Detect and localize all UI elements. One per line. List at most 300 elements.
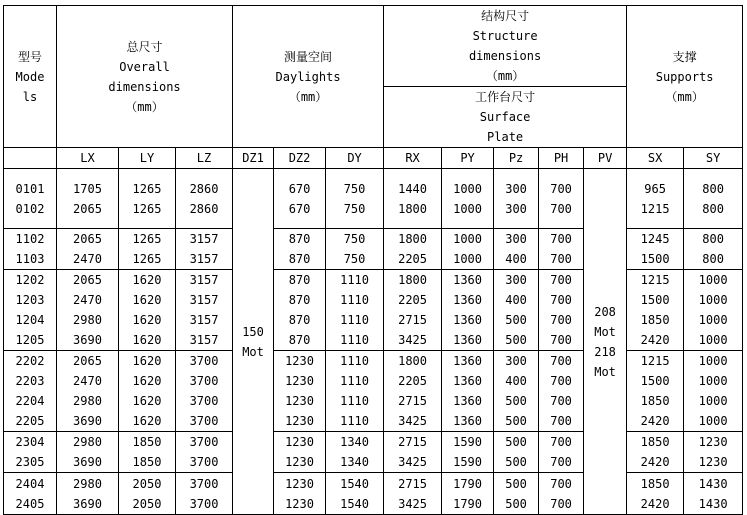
text-line: 700 bbox=[550, 435, 572, 449]
text-line: 总尺寸 bbox=[126, 39, 163, 54]
cell-rx bbox=[384, 169, 442, 229]
text-line: 2860 bbox=[189, 181, 219, 196]
text-line: 2420 bbox=[640, 455, 670, 469]
text-line: 2205 bbox=[398, 374, 428, 388]
text-line: Mode bbox=[15, 69, 45, 84]
text-line: 500 bbox=[505, 455, 527, 469]
text-line: 3425 bbox=[398, 496, 428, 511]
cell-lx bbox=[57, 351, 119, 432]
text-line: 3157 bbox=[189, 232, 219, 246]
text-line: dimensions bbox=[108, 79, 181, 94]
cell-ly bbox=[119, 229, 176, 270]
text-line: 1230 bbox=[285, 374, 314, 388]
text-line: 300 bbox=[505, 232, 527, 246]
header-structure-dimensions bbox=[384, 6, 627, 87]
text-line: 型号 bbox=[17, 49, 42, 64]
text-line: 1430 bbox=[698, 496, 728, 511]
cell-sx bbox=[627, 432, 684, 473]
cell-ph bbox=[539, 351, 584, 432]
column-header-model-blank bbox=[4, 148, 57, 169]
cell-ph bbox=[539, 473, 584, 515]
header-model bbox=[4, 6, 57, 148]
text-line: 2065 bbox=[73, 232, 102, 246]
text-line: Mot bbox=[594, 324, 616, 339]
text-line: 500 bbox=[505, 476, 527, 491]
text-line: dimensions bbox=[468, 49, 542, 63]
text-line: 2065 bbox=[73, 201, 102, 216]
text-line: 1000 bbox=[453, 201, 483, 216]
text-line: 750 bbox=[343, 181, 366, 196]
cell-lx bbox=[57, 169, 119, 229]
text-line: 1000 bbox=[698, 333, 728, 347]
header-supports bbox=[627, 6, 743, 148]
text-line: 1540 bbox=[340, 496, 369, 511]
text-line: 700 bbox=[550, 455, 572, 469]
text-line: 工作台尺寸 bbox=[475, 90, 536, 104]
text-line: 1230 bbox=[285, 354, 314, 368]
cell-sy bbox=[684, 270, 743, 351]
text-line: 1000 bbox=[698, 394, 728, 408]
cell-ly bbox=[119, 270, 176, 351]
text-line: 150 bbox=[242, 324, 264, 339]
text-line: 750 bbox=[343, 252, 366, 266]
text-line: 1360 bbox=[453, 313, 483, 327]
cell-rx bbox=[384, 473, 442, 515]
text-line: 1360 bbox=[453, 333, 483, 347]
text-line: 700 bbox=[550, 354, 572, 368]
text-line: 1000 bbox=[698, 414, 728, 428]
text-line: 800 bbox=[702, 201, 724, 216]
text-line: 208 bbox=[594, 304, 616, 319]
text-line: 1620 bbox=[132, 333, 162, 347]
text-line: 700 bbox=[550, 232, 572, 246]
text-line: Surface bbox=[479, 110, 531, 124]
text-line: 1230 bbox=[285, 394, 314, 408]
cell-ly bbox=[119, 432, 176, 473]
text-line: 2420 bbox=[640, 333, 670, 347]
text-line: 700 bbox=[550, 476, 572, 491]
cell-dy bbox=[326, 270, 384, 351]
text-line: 700 bbox=[550, 252, 572, 266]
cell-ph bbox=[539, 229, 584, 270]
text-line: 1265 bbox=[132, 181, 162, 196]
cell-sy bbox=[684, 229, 743, 270]
cell-ph bbox=[539, 432, 584, 473]
text-line: 3690 bbox=[73, 455, 102, 469]
text-line: 1360 bbox=[453, 293, 483, 307]
text-line: 3425 bbox=[398, 455, 428, 469]
cell-dy bbox=[326, 432, 384, 473]
text-line: 3157 bbox=[189, 313, 219, 327]
text-line: 2205 bbox=[398, 293, 428, 307]
text-line: 1620 bbox=[132, 414, 162, 428]
cell-model bbox=[4, 473, 57, 515]
text-line: 1000 bbox=[698, 293, 728, 307]
text-line: 2405 bbox=[15, 496, 45, 511]
header-row-1 bbox=[4, 6, 743, 87]
header-overall-dimensions bbox=[57, 6, 233, 148]
column-header-row bbox=[4, 148, 743, 169]
text-line: Mot bbox=[242, 344, 264, 359]
text-line: 700 bbox=[550, 273, 572, 287]
cell-sx bbox=[627, 473, 684, 515]
text-line: 2980 bbox=[73, 394, 102, 408]
cell-dz2 bbox=[274, 473, 326, 515]
text-line: 1000 bbox=[698, 374, 728, 388]
text-line: 3157 bbox=[189, 293, 219, 307]
text-line: （mm） bbox=[125, 99, 164, 114]
text-line: 800 bbox=[702, 252, 724, 266]
text-line: 3700 bbox=[189, 374, 219, 388]
text-line: 1265 bbox=[132, 232, 162, 246]
text-line: 1103 bbox=[15, 252, 45, 266]
text-line: 1620 bbox=[132, 313, 162, 327]
text-line: 3700 bbox=[189, 354, 219, 368]
text-line: 1800 bbox=[398, 201, 428, 216]
text-line: 1340 bbox=[340, 435, 369, 449]
text-line: 1215 bbox=[640, 201, 670, 216]
text-line: 2305 bbox=[15, 455, 45, 469]
column-header-pv: PV bbox=[584, 148, 627, 169]
table-row bbox=[4, 169, 743, 229]
text-line: 2470 bbox=[73, 252, 102, 266]
cell-py bbox=[442, 270, 494, 351]
text-line: 3700 bbox=[189, 394, 219, 408]
text-line: 1440 bbox=[398, 181, 428, 196]
text-line: 3690 bbox=[73, 414, 102, 428]
text-line: 500 bbox=[505, 313, 527, 327]
text-line: 2205 bbox=[398, 252, 428, 266]
text-line: 300 bbox=[505, 273, 527, 287]
cell-sy bbox=[684, 351, 743, 432]
text-line: 2980 bbox=[73, 476, 102, 491]
text-line: 2715 bbox=[398, 476, 428, 491]
text-line: 1265 bbox=[132, 201, 162, 216]
cell-dz2 bbox=[274, 169, 326, 229]
text-line: 870 bbox=[288, 333, 311, 347]
text-line: 1000 bbox=[453, 232, 483, 246]
text-line: Supports bbox=[655, 69, 714, 84]
text-line: 1590 bbox=[453, 435, 483, 449]
text-line: 1110 bbox=[340, 354, 369, 368]
column-header-sy: SY bbox=[684, 148, 743, 169]
text-line: 700 bbox=[550, 313, 572, 327]
text-line: 500 bbox=[505, 414, 527, 428]
cell-sy bbox=[684, 473, 743, 515]
text-line: 1590 bbox=[453, 455, 483, 469]
text-line: 300 bbox=[505, 201, 527, 216]
table-row bbox=[4, 473, 743, 515]
column-header-ph: PH bbox=[539, 148, 584, 169]
text-line: 1360 bbox=[453, 394, 483, 408]
text-line: 300 bbox=[505, 181, 527, 196]
cell-lx bbox=[57, 229, 119, 270]
header-daylights bbox=[233, 6, 384, 148]
text-line: 1850 bbox=[640, 435, 670, 449]
text-line: 3700 bbox=[189, 414, 219, 428]
text-line: Overall bbox=[119, 59, 170, 74]
table-row bbox=[4, 432, 743, 473]
text-line: 1110 bbox=[340, 394, 369, 408]
cell-lz bbox=[176, 270, 233, 351]
cell-ph bbox=[539, 270, 584, 351]
cell-py bbox=[442, 229, 494, 270]
text-line: 800 bbox=[702, 232, 724, 246]
cell-lx bbox=[57, 270, 119, 351]
text-line: 1620 bbox=[132, 354, 162, 368]
text-line: 1620 bbox=[132, 293, 162, 307]
cell-pz bbox=[494, 270, 539, 351]
cell-pz bbox=[494, 351, 539, 432]
table-row bbox=[4, 229, 743, 270]
text-line: 1205 bbox=[15, 333, 45, 347]
cell-pz bbox=[494, 229, 539, 270]
cell-ly bbox=[119, 169, 176, 229]
text-line: 1800 bbox=[398, 232, 428, 246]
text-line: 1800 bbox=[398, 354, 428, 368]
text-line: 870 bbox=[288, 313, 311, 327]
cell-py bbox=[442, 169, 494, 229]
text-line: 1850 bbox=[132, 455, 162, 469]
cell-dy bbox=[326, 229, 384, 270]
text-line: 2050 bbox=[132, 496, 162, 511]
cell-pz bbox=[494, 169, 539, 229]
cell-ly bbox=[119, 473, 176, 515]
text-line: （mm） bbox=[485, 69, 525, 83]
text-line: 1230 bbox=[285, 455, 314, 469]
cell-rx bbox=[384, 229, 442, 270]
text-line: 670 bbox=[288, 181, 311, 196]
text-line: 1265 bbox=[132, 252, 162, 266]
text-line: Daylights bbox=[275, 69, 341, 84]
text-line: 1500 bbox=[640, 252, 670, 266]
cell-rx bbox=[384, 351, 442, 432]
text-line: 3157 bbox=[189, 252, 219, 266]
text-line: 1230 bbox=[285, 476, 314, 491]
text-line: 1110 bbox=[340, 414, 369, 428]
text-line: 700 bbox=[550, 496, 572, 511]
cell-dy bbox=[326, 473, 384, 515]
text-line: 3700 bbox=[189, 496, 219, 511]
cell-sx bbox=[627, 270, 684, 351]
text-line: 670 bbox=[288, 201, 311, 216]
text-line: 700 bbox=[550, 333, 572, 347]
column-header-sx: SX bbox=[627, 148, 684, 169]
text-line: 3690 bbox=[73, 333, 102, 347]
text-line: 1000 bbox=[453, 181, 483, 196]
text-line: 2065 bbox=[73, 354, 102, 368]
cell-model bbox=[4, 351, 57, 432]
text-line: 0101 bbox=[15, 181, 45, 196]
text-line: 700 bbox=[550, 293, 572, 307]
text-line: 2204 bbox=[15, 394, 45, 408]
cell-py bbox=[442, 351, 494, 432]
text-line: 400 bbox=[505, 293, 527, 307]
text-line: 1850 bbox=[640, 394, 670, 408]
text-line: 400 bbox=[505, 374, 527, 388]
cell-dy bbox=[326, 169, 384, 229]
text-line: 750 bbox=[343, 232, 366, 246]
text-line: 1230 bbox=[285, 496, 314, 511]
cell-sy bbox=[684, 432, 743, 473]
text-line: Mot bbox=[594, 364, 616, 379]
text-line: 2860 bbox=[189, 201, 219, 216]
cell-lz bbox=[176, 473, 233, 515]
text-line: 1215 bbox=[640, 273, 670, 287]
cell-model bbox=[4, 229, 57, 270]
text-line: 1430 bbox=[698, 476, 728, 491]
cell-pz bbox=[494, 432, 539, 473]
text-line: 700 bbox=[550, 201, 572, 216]
text-line: 1000 bbox=[698, 354, 728, 368]
text-line: 1850 bbox=[640, 313, 670, 327]
text-line: 1620 bbox=[132, 273, 162, 287]
text-line: 1110 bbox=[340, 374, 369, 388]
text-line: 支撑 bbox=[672, 49, 697, 64]
column-header-dz2: DZ2 bbox=[274, 148, 326, 169]
text-line: 1540 bbox=[340, 476, 369, 491]
text-line: 1102 bbox=[15, 232, 45, 246]
text-line: 0102 bbox=[15, 201, 45, 216]
table-row bbox=[4, 270, 743, 351]
text-line: 1204 bbox=[15, 313, 45, 327]
cell-dz2 bbox=[274, 351, 326, 432]
text-line: 1230 bbox=[698, 455, 728, 469]
cell-lz bbox=[176, 229, 233, 270]
cell-lz bbox=[176, 351, 233, 432]
text-line: 2470 bbox=[73, 293, 102, 307]
text-line: 1800 bbox=[398, 273, 428, 287]
pv-merged-cell bbox=[584, 169, 627, 515]
column-header-lz: LZ bbox=[176, 148, 233, 169]
cell-sx bbox=[627, 229, 684, 270]
text-line: Structure bbox=[472, 29, 538, 43]
text-line: 870 bbox=[288, 293, 311, 307]
text-line: Plate bbox=[487, 130, 524, 144]
cell-dz2 bbox=[274, 432, 326, 473]
text-line: （mm） bbox=[665, 89, 704, 104]
column-header-ly: LY bbox=[119, 148, 176, 169]
text-line: 750 bbox=[343, 201, 366, 216]
cell-rx bbox=[384, 432, 442, 473]
cell-sy bbox=[684, 169, 743, 229]
column-header-dy: DY bbox=[326, 148, 384, 169]
text-line: 2304 bbox=[15, 435, 45, 449]
text-line: 结构尺寸 bbox=[481, 9, 530, 23]
cell-lx bbox=[57, 432, 119, 473]
text-line: 1360 bbox=[453, 354, 483, 368]
cell-dy bbox=[326, 351, 384, 432]
text-line: 1230 bbox=[285, 435, 314, 449]
text-line: 870 bbox=[288, 273, 311, 287]
text-line: 1705 bbox=[73, 181, 102, 196]
text-line: 1000 bbox=[698, 273, 728, 287]
text-line: 1340 bbox=[340, 455, 369, 469]
text-line: 500 bbox=[505, 435, 527, 449]
text-line: 1360 bbox=[453, 273, 483, 287]
text-line: 700 bbox=[550, 394, 572, 408]
text-line: （mm） bbox=[288, 89, 328, 104]
text-line: 700 bbox=[550, 374, 572, 388]
cell-lx bbox=[57, 473, 119, 515]
text-line: 2980 bbox=[73, 435, 102, 449]
text-line: 2980 bbox=[73, 313, 102, 327]
cell-ph bbox=[539, 169, 584, 229]
cell-dz2 bbox=[274, 270, 326, 351]
text-line: 2205 bbox=[15, 414, 45, 428]
cell-rx bbox=[384, 270, 442, 351]
text-line: 400 bbox=[505, 252, 527, 266]
text-line: 1110 bbox=[340, 313, 369, 327]
text-line: 500 bbox=[505, 496, 527, 511]
spec-table bbox=[3, 5, 743, 515]
cell-lz bbox=[176, 169, 233, 229]
cell-ly bbox=[119, 351, 176, 432]
cell-py bbox=[442, 432, 494, 473]
text-line: 2404 bbox=[15, 476, 45, 491]
text-line: 1215 bbox=[640, 354, 670, 368]
text-line: 1110 bbox=[340, 293, 369, 307]
cell-model bbox=[4, 270, 57, 351]
text-line: 1790 bbox=[453, 496, 483, 511]
text-line: 800 bbox=[702, 181, 724, 196]
text-line: 1620 bbox=[132, 374, 162, 388]
column-header-rx: RX bbox=[384, 148, 442, 169]
text-line: 1230 bbox=[698, 435, 728, 449]
cell-pz bbox=[494, 473, 539, 515]
dz1-merged-cell bbox=[233, 169, 274, 515]
text-line: 1360 bbox=[453, 374, 483, 388]
text-line: 1790 bbox=[453, 476, 483, 491]
cell-py bbox=[442, 473, 494, 515]
text-line: 870 bbox=[288, 252, 311, 266]
text-line: ls bbox=[22, 89, 38, 104]
text-line: 2065 bbox=[73, 273, 102, 287]
text-line: 3700 bbox=[189, 476, 219, 491]
cell-model bbox=[4, 432, 57, 473]
text-line: 2715 bbox=[398, 435, 428, 449]
text-line: 3425 bbox=[398, 414, 428, 428]
text-line: 2420 bbox=[640, 496, 670, 511]
text-line: 1500 bbox=[640, 293, 670, 307]
text-line: 1360 bbox=[453, 414, 483, 428]
cell-sx bbox=[627, 351, 684, 432]
text-line: 3157 bbox=[189, 333, 219, 347]
text-line: 870 bbox=[288, 232, 311, 246]
text-line: 1850 bbox=[132, 435, 162, 449]
text-line: 500 bbox=[505, 333, 527, 347]
text-line: 2420 bbox=[640, 414, 670, 428]
header-surface-plate bbox=[384, 87, 627, 148]
text-line: 2050 bbox=[132, 476, 162, 491]
column-header-py: PY bbox=[442, 148, 494, 169]
text-line: 1500 bbox=[640, 374, 670, 388]
text-line: 1000 bbox=[698, 313, 728, 327]
text-line: 2470 bbox=[73, 374, 102, 388]
text-line: 3690 bbox=[73, 496, 102, 511]
text-line: 1245 bbox=[640, 232, 670, 246]
text-line: 1110 bbox=[340, 333, 369, 347]
text-line: 3425 bbox=[398, 333, 428, 347]
text-line: 2715 bbox=[398, 313, 428, 327]
text-line: 1110 bbox=[340, 273, 369, 287]
text-line: 1850 bbox=[640, 476, 670, 491]
cell-model bbox=[4, 169, 57, 229]
text-line: 1203 bbox=[15, 293, 45, 307]
text-line: 2715 bbox=[398, 394, 428, 408]
cell-dz2 bbox=[274, 229, 326, 270]
text-line: 965 bbox=[644, 181, 666, 196]
